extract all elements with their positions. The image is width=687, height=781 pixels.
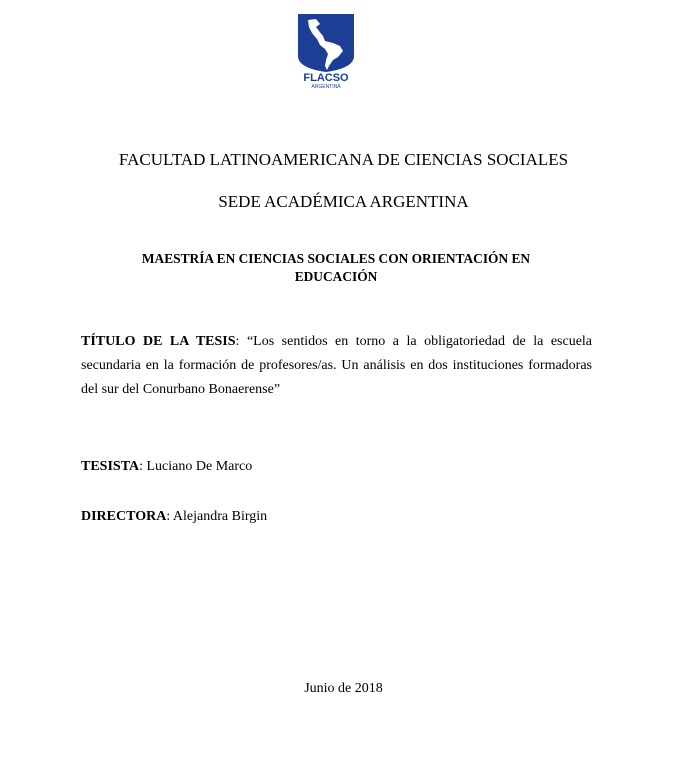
thesis-title: : “Los sentidos en torno a la obligatoriedad de la escuela secundaria en la formación de profesores/as. Un análisis en dos instituciones formadoras del sur del Conurbano Bonaerense” <box>81 334 593 397</box>
logo-name: FLACSO <box>303 72 349 84</box>
program-title <box>110 250 562 286</box>
tesista-block <box>81 455 592 479</box>
directora-label: DIRECTORA <box>81 509 167 524</box>
faculty-name: FACULTAD LATINOAMERICANA DE CIENCIAS SOCIALES <box>118 150 569 169</box>
flacso-logo-mark <box>298 14 354 90</box>
program-title-line-2: EDUCACIÓN <box>294 269 378 284</box>
tesista-label: TESISTA <box>81 459 140 474</box>
thesis-title-block <box>81 330 592 402</box>
thesis-label: TÍTULO DE LA TESIS <box>81 334 236 349</box>
sede-name: SEDE ACADÉMICA ARGENTINA <box>218 192 469 211</box>
date: Junio de 2018 <box>304 681 383 696</box>
tesista-name: : Luciano De Marco <box>139 459 253 474</box>
logo-subname: ARGENTINA <box>311 84 341 90</box>
flacso-logo <box>298 14 354 90</box>
directora-block <box>81 505 592 529</box>
program-title-line-1: MAESTRÍA EN CIENCIAS SOCIALES CON ORIENTACIÓN EN <box>141 251 531 266</box>
directora-name: : Alejandra Birgin <box>166 509 268 524</box>
